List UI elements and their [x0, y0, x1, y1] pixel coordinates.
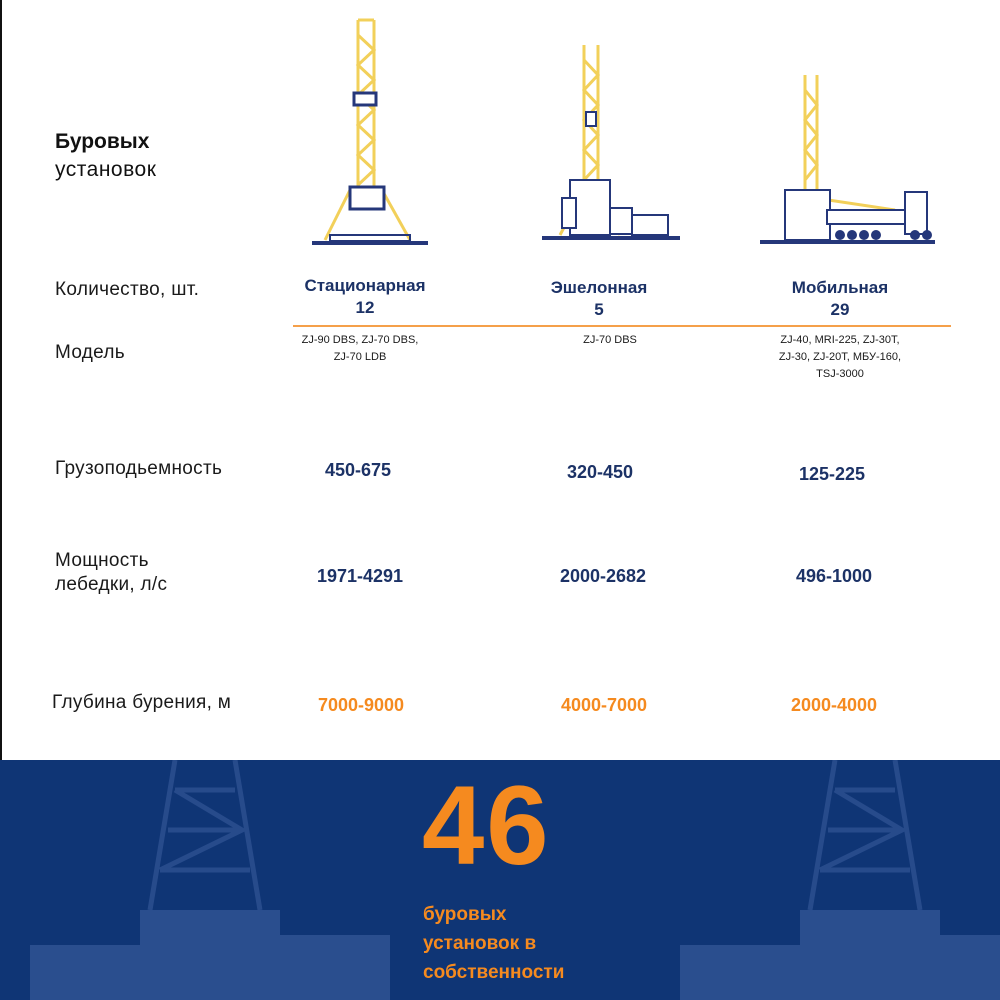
- model-line: ZJ-30, ZJ-20T, МБУ-160,: [778, 351, 902, 363]
- rig-models-mobile: [730, 332, 950, 383]
- summary-caption-line2: установок в: [423, 933, 537, 954]
- power-echelon: 2000-2682: [559, 566, 647, 586]
- model-line: ZJ-70 DBS: [583, 334, 637, 346]
- model-line: ZJ-40, MRI-225, ZJ-30T,: [780, 334, 900, 346]
- power-mobile: 496-1000: [795, 566, 873, 586]
- stationary-rig-icon: [300, 15, 440, 250]
- rig-models-echelon: [500, 332, 720, 349]
- left-border: [0, 0, 2, 760]
- row-label-power-line1: Мощность: [55, 550, 149, 571]
- depth-stationary: 7000-9000: [317, 695, 405, 715]
- rig-type-name-echelon: Эшелонная: [550, 278, 648, 297]
- rig-count-echelon: 5: [594, 300, 604, 319]
- depth-echelon: 4000-7000: [560, 695, 648, 715]
- echelon-rig-icon: [540, 40, 685, 250]
- capacity-mobile: 125-225: [798, 464, 866, 484]
- row-label-quantity: Количество, шт.: [55, 279, 200, 300]
- power-stationary: 1971-4291: [316, 566, 404, 586]
- mobile-rig-icon: [755, 70, 940, 250]
- row-label-model: Модель: [55, 342, 125, 363]
- rig-type-name-mobile: Мобильная: [791, 278, 889, 297]
- summary-caption-line1: буровых: [423, 904, 507, 925]
- heading-line1: Буровых: [55, 130, 150, 153]
- rig-count-mobile: 29: [830, 300, 850, 319]
- row-label-depth: Глубина бурения, м: [52, 692, 232, 713]
- capacity-stationary: 450-675: [324, 460, 392, 480]
- total-rigs-number: 46: [422, 763, 551, 888]
- model-line: ZJ-90 DBS, ZJ-70 DBS,: [301, 334, 419, 346]
- model-line: TSJ-3000: [816, 368, 864, 380]
- heading-line2: установок: [55, 158, 157, 181]
- model-line: ZJ-70 LDB: [333, 351, 387, 363]
- capacity-echelon: 320-450: [566, 462, 634, 482]
- rig-type-name-stationary: Стационарная: [304, 276, 426, 295]
- header-divider: [293, 325, 951, 327]
- row-label-power-line2: лебедки, л/с: [55, 574, 168, 595]
- summary-caption-line3: собственности: [423, 962, 565, 983]
- rig-models-stationary: [250, 332, 470, 366]
- depth-mobile: 2000-4000: [790, 695, 878, 715]
- rig-count-stationary: 12: [355, 298, 375, 317]
- row-label-capacity: Грузоподьемность: [55, 458, 223, 479]
